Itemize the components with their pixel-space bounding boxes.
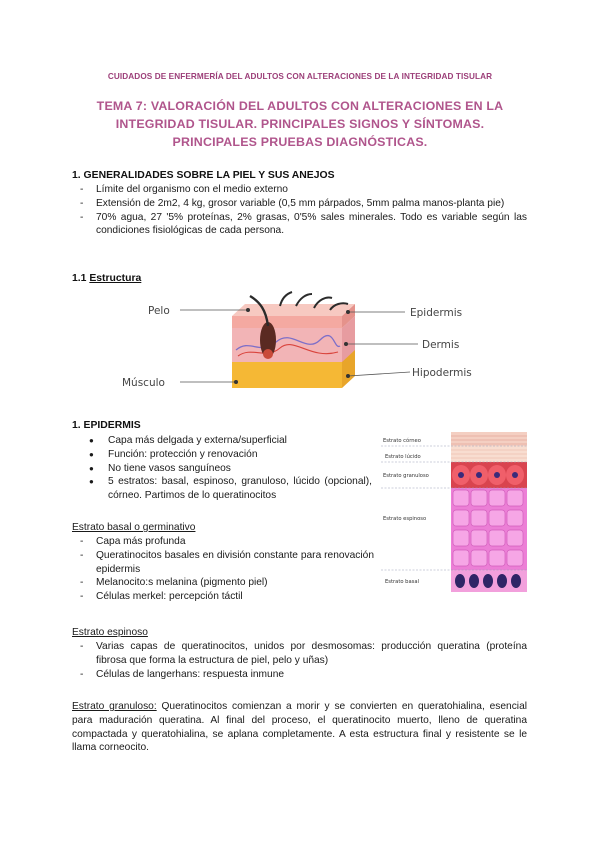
heading-estrato-espinoso: Estrato espinoso — [72, 627, 148, 638]
label-estrato-lucido: Estrato lúcido — [385, 454, 421, 460]
label-pelo: Pelo — [148, 305, 170, 317]
label-estrato-granuloso: Estrato granuloso — [383, 473, 429, 479]
page-title — [80, 97, 520, 151]
label-estrato-espinoso: Estrato espinoso — [383, 516, 427, 522]
heading-estrato-granuloso: Estrato granuloso: — [72, 701, 157, 712]
epidermis-strata-figure — [381, 430, 527, 594]
label-estrato-corneo: Estrato córneo — [383, 438, 421, 444]
list-item: ● Capa más delgada y externa/superficial — [72, 434, 372, 448]
granuloso-paragraph — [72, 700, 527, 755]
espinoso-list — [72, 640, 527, 681]
section-heading-epidermis: 1. EPIDERMIS — [72, 420, 141, 431]
course-header: CUIDADOS DE ENFERMERÍA DEL ADULTOS CON ALTERACIONES DE LA INTEGRIDAD TISULAR — [107, 72, 493, 81]
label-dermis: Dermis — [422, 339, 460, 351]
granuloso-text: Queratinocitos comienzan a morir y se convierten en queratohialina, esencial para maduración queratina. Al final del proceso, el queratinocito muerto, lleno de queratina compactada y queratohialina, se aplana completamente. A esta estructura final y resistente se le llama corneocito. — [72, 701, 527, 754]
list-item: ● Función: protección y renovación — [72, 448, 372, 462]
list-item: - Melanocito:s melanina (pigmento piel) — [72, 576, 374, 590]
title-line-3: PRINCIPALES PRUEBAS DIAGNÓSTICAS. — [172, 135, 428, 149]
hipodermis-layer — [232, 360, 342, 388]
label-hipodermis: Hipodermis — [412, 367, 472, 379]
section-heading-estructura — [72, 273, 141, 284]
label-estrato-basal: Estrato basal — [385, 579, 419, 585]
list-item: - Capa más profunda — [72, 535, 374, 549]
list-item: - Límite del organismo con el medio externo — [72, 183, 527, 197]
basal-list — [72, 535, 374, 604]
label-epidermis: Epidermis — [410, 307, 463, 319]
list-item: - Células merkel: percepción táctil — [72, 590, 374, 604]
title-line-2: INTEGRIDAD TISULAR. PRINCIPALES SIGNOS Y SÍNTOMAS. — [115, 117, 485, 131]
list-item: ● No tiene vasos sanguíneos — [72, 462, 372, 476]
hair-strand — [280, 292, 292, 306]
list-item: - Queratinocitos basales en división constante para renovación epidermis — [72, 549, 374, 577]
section-number: 1.1 — [72, 273, 90, 284]
generalidades-list — [72, 183, 527, 238]
section-heading-generalidades: 1. GENERALIDADES SOBRE LA PIEL Y SUS ANEJOS — [72, 170, 335, 181]
heading-estrato-basal: Estrato basal o germinativo — [72, 522, 196, 533]
label-musculo: Músculo — [122, 377, 165, 389]
list-item: - Células de langerhans: respuesta inmune — [72, 668, 527, 682]
list-item: - 70% agua, 27 '5% proteínas, 2% grasas, 0'5% sales minerales. Todo es variable según las condiciones fisiológicas de cada persona. — [72, 211, 527, 239]
epidermis-list — [72, 434, 372, 503]
skin-structure-figure — [120, 290, 490, 400]
list-item: - Extensión de 2m2, 4 kg, grosor variable (0,5 mm párpados, 5mm palma manos-planta pie) — [72, 197, 527, 211]
list-item: ● 5 estratos: basal, espinoso, granuloso, lúcido (opcional), córneo. Partimos de lo queratinocitos — [72, 475, 372, 503]
epidermis-layer — [232, 316, 342, 328]
section-title: Estructura — [89, 273, 142, 284]
title-line-1: TEMA 7: VALORACIÓN DEL ADULTOS CON ALTERACIONES EN LA — [96, 99, 504, 113]
list-item: - Varias capas de queratinocitos, unidos por desmosomas: producción queratina (proteína fibrosa que forma la estructura de piel, pelo y uñas) — [72, 640, 527, 668]
